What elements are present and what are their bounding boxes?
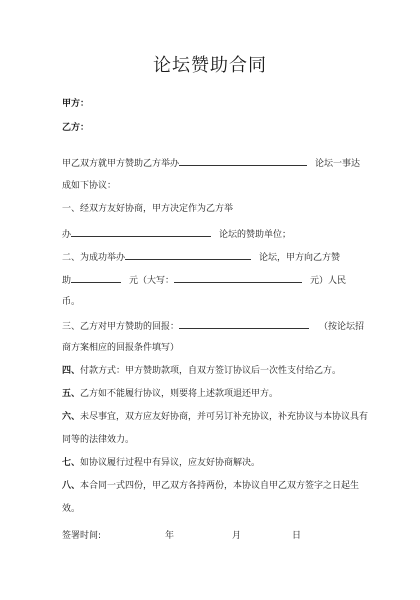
clause-2-text-mid: 论坛，甲方向乙方赞 xyxy=(259,253,341,263)
clause-7-number: 七、 xyxy=(62,458,81,468)
clause-2-line-3: 币。 xyxy=(62,297,81,307)
clause-5-line xyxy=(62,388,278,400)
clause-4-line xyxy=(62,365,341,377)
clause-2-text-3: 元（大写： xyxy=(129,276,175,286)
clause-1-line-2 xyxy=(62,227,291,241)
clause-2-line-2 xyxy=(62,273,346,287)
party-b-label: 乙方： xyxy=(62,123,90,133)
clause-7-text: 如协议履行过程中有异议，应友好协商解决。 xyxy=(80,458,261,468)
clause-8-line-2: 效。 xyxy=(62,504,81,514)
clause-7-line xyxy=(62,457,260,469)
party-a-label: 甲方： xyxy=(62,99,90,109)
clause-6-number: 六、 xyxy=(62,412,81,422)
clause-2-line xyxy=(62,250,340,264)
signature-month: 月 xyxy=(232,531,242,541)
clause-1-line: 一、经双方友好协商，甲方决定作为乙方举 xyxy=(62,204,234,214)
clause-1-text-end: 论坛的赞助单位； xyxy=(219,230,292,240)
forum-name-blank-2 xyxy=(71,227,211,237)
clause-1-text: 办 xyxy=(62,230,72,240)
clause-8-line xyxy=(62,480,359,492)
intro-line xyxy=(62,156,360,170)
clause-3-line-2: 商方案相应的回报条件填写） xyxy=(62,343,180,353)
clause-5-text: 乙方如不能履行协议，则要将上述款项退还甲方。 xyxy=(80,389,279,399)
page-title: 论坛赞助合同 xyxy=(153,55,267,76)
clause-2-text-4: 元）人民 xyxy=(310,276,347,286)
intro-text-end: 论坛一事达 xyxy=(315,159,361,169)
clause-3-text-end: （按论坛招 xyxy=(319,322,365,332)
signature-label: 签署时间: xyxy=(62,531,102,541)
clause-8-text: 本合同一式四份，甲乙双方各持两份，本协议自甲乙双方签字之日起生 xyxy=(80,481,360,491)
forum-name-blank xyxy=(179,156,307,166)
clause-4-number: 四、 xyxy=(62,366,81,376)
intro-text: 甲乙双方就甲方赞助乙方举办 xyxy=(62,159,180,169)
clause-6-text: 未尽事宜，双方应友好协商，并可另订补充协议，补充协议与本协议具有 xyxy=(80,412,369,422)
clause-8-number: 八、 xyxy=(62,481,81,491)
signature-day: 日 xyxy=(292,531,302,541)
clause-2-text-2: 助 xyxy=(62,276,72,286)
clause-6-line xyxy=(62,411,368,423)
signature-year: 年 xyxy=(165,531,175,541)
reward-blank xyxy=(179,319,309,329)
forum-name-blank-3 xyxy=(125,250,251,260)
intro-line-2: 成如下协议： xyxy=(62,181,117,191)
clause-3-line xyxy=(62,319,364,333)
clause-3-text: 三、乙方对甲方赞助的回报： xyxy=(62,322,180,332)
clause-5-number: 五、 xyxy=(62,389,81,399)
amount-blank xyxy=(71,273,121,283)
amount-words-blank xyxy=(174,273,302,283)
clause-2-text: 二、为成功举办 xyxy=(62,253,126,263)
clause-4-text: 付款方式：甲方赞助款项，自双方签订协议后一次性支付给乙方。 xyxy=(80,366,342,376)
clause-6-line-2: 同等的法律效力。 xyxy=(62,435,135,445)
